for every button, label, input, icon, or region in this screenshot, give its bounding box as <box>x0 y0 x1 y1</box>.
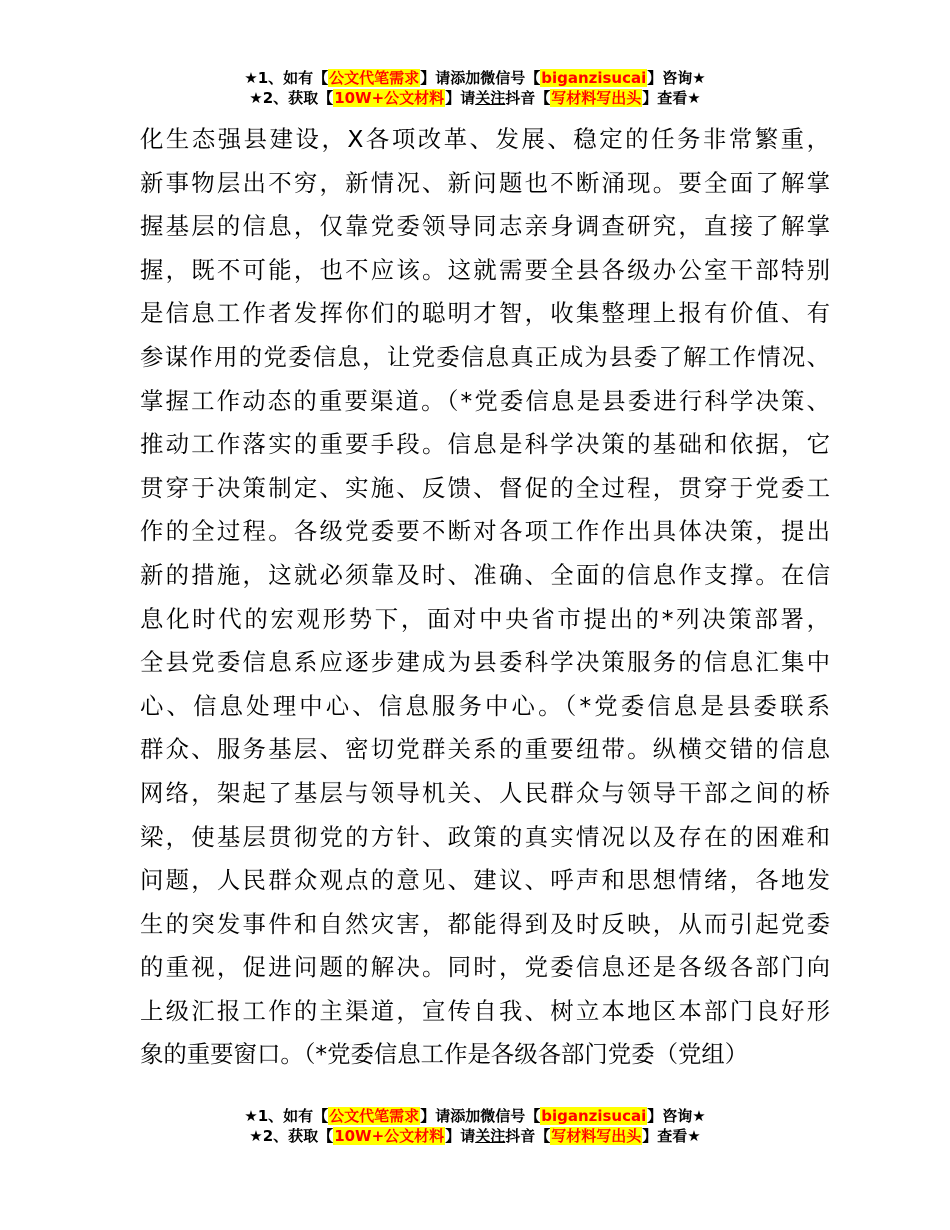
banner-line-2 <box>0 88 950 108</box>
banner-line-2 <box>0 1126 950 1146</box>
highlight-douyin-account: 写材料写出头 <box>551 1127 642 1145</box>
underlined-follow: 关注 <box>475 89 506 107</box>
highlight-ghostwriting-service: 公文代笔需求 <box>329 69 420 87</box>
body-line: 握，既不可能，也不应该。这就需要全县各级办公室干部特别 <box>140 255 830 284</box>
body-line: 的重视，促进问题的解决。同时，党委信息还是各级各部门向 <box>140 953 830 982</box>
underlined-follow: 关注 <box>475 1127 506 1145</box>
body-line: 掌握工作动态的重要渠道。（*党委信息是县委进行科学决策、 <box>140 386 830 415</box>
header-banner <box>0 68 950 108</box>
highlight-wechat-id: biganzisucai <box>541 1107 647 1125</box>
banner-text: 】咨询★ <box>647 1107 706 1125</box>
highlight-materials: 10W+公文材料 <box>334 1127 445 1145</box>
body-line: 新的措施，这就必须靠及时、准确、全面的信息作支撑。在信 <box>140 560 830 589</box>
document-body <box>140 118 830 1077</box>
banner-text: 抖音【 <box>505 1127 551 1145</box>
banner-line-1 <box>0 1106 950 1126</box>
body-line: 新事物层出不穷，新情况、新问题也不断涌现。要全面了解掌 <box>140 168 830 197</box>
highlight-douyin-account: 写材料写出头 <box>551 89 642 107</box>
highlight-materials: 10W+公文材料 <box>334 89 445 107</box>
body-line: 生的突发事件和自然灾害，都能得到及时反映，从而引起党委 <box>140 909 830 938</box>
body-line: 化生态强县建设，X各项改革、发展、稳定的任务非常繁重， <box>140 125 830 153</box>
body-line: 握基层的信息，仅靠党委领导同志亲身调查研究，直接了解掌 <box>140 212 830 241</box>
banner-text: ★2、获取【 <box>249 89 334 107</box>
banner-text: 】请添加微信号【 <box>420 1107 541 1125</box>
banner-line-1 <box>0 68 950 88</box>
footer-banner <box>0 1106 950 1146</box>
banner-text: ★1、如有【 <box>244 69 329 87</box>
banner-text: 】请添加微信号【 <box>420 69 541 87</box>
body-line: 问题，人民群众观点的意见、建议、呼声和思想情绪，各地发 <box>140 866 830 895</box>
banner-text: 】请 <box>445 1127 476 1145</box>
body-line: 网络，架起了基层与领导机关、人民群众与领导干部之间的桥 <box>140 778 830 807</box>
body-line: 是信息工作者发挥你们的聪明才智，收集整理上报有价值、有 <box>140 299 830 328</box>
body-line: 作的全过程。各级党委要不断对各项工作作出具体决策，提出 <box>140 517 830 546</box>
body-line: 全县党委信息系应逐步建成为县委科学决策服务的信息汇集中 <box>140 648 830 677</box>
highlight-ghostwriting-service: 公文代笔需求 <box>329 1107 420 1125</box>
banner-text: 】查看★ <box>642 89 701 107</box>
body-line: 贯穿于决策制定、实施、反馈、督促的全过程，贯穿于党委工 <box>140 473 830 502</box>
body-line: 梁，使基层贯彻党的方针、政策的真实情况以及存在的困难和 <box>140 822 830 851</box>
banner-text: 】查看★ <box>642 1127 701 1145</box>
body-line: 象的重要窗口。（*党委信息工作是各级各部门党委（党组） <box>140 1040 749 1069</box>
body-line: 心、信息处理中心、信息服务中心。（*党委信息是县委联系 <box>140 691 830 720</box>
body-line: 群众、服务基层、密切党群关系的重要纽带。纵横交错的信息 <box>140 735 830 764</box>
highlight-wechat-id: biganzisucai <box>541 69 647 87</box>
banner-text: 】请 <box>445 89 476 107</box>
banner-text: ★1、如有【 <box>244 1107 329 1125</box>
body-line: 推动工作落实的重要手段。信息是科学决策的基础和依据，它 <box>140 430 830 459</box>
body-line: 参谋作用的党委信息，让党委信息真正成为县委了解工作情况、 <box>140 342 830 371</box>
banner-text: 】咨询★ <box>647 69 706 87</box>
body-line: 息化时代的宏观形势下，面对中央省市提出的*列决策部署， <box>140 604 830 633</box>
banner-text: 抖音【 <box>505 89 551 107</box>
banner-text: ★2、获取【 <box>249 1127 334 1145</box>
body-line: 上级汇报工作的主渠道，宣传自我、树立本地区本部门良好形 <box>140 996 830 1025</box>
